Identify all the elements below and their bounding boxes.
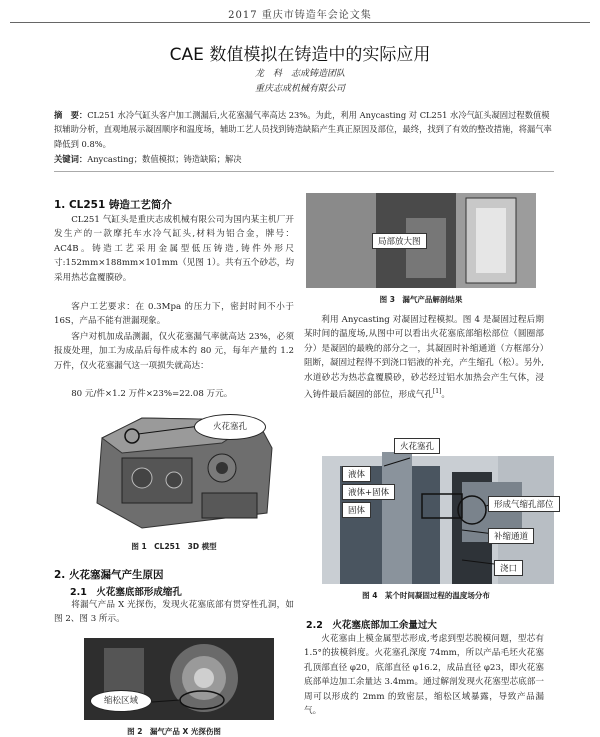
abstract <box>54 108 554 151</box>
figure4-label-gate: 浇口 <box>494 560 523 576</box>
section2-1-heading: 2.1 火花塞底部形成缩孔 <box>70 587 182 598</box>
figure4-label-pore-location: 形成气缩孔部位 <box>488 496 560 512</box>
right-paragraph-1-text: 利用 Anycasting 对凝固过程模拟。图 4 是凝固过程后期某时间的温度场,从图中可以看出火花塞底部缩松部位（圆圈部分）是凝固的最晚的部分之一，其凝固时补缩通道（方框部分）阻断，凝固过程得不到浇口铝液的补充，产生缩孔（松）。另外, 水道砂芯为热芯盒覆膜砂，砂芯经过铝水加热会产生气体，浸入铸件最后凝固的部位，形成气孔 <box>304 315 544 400</box>
figure4-caption: 图 4 某个时间凝固过程的温度场分布 <box>362 591 490 600</box>
citation-ref: [1] <box>432 388 442 396</box>
figure4-label-feeding-channel: 补缩通道 <box>488 528 534 544</box>
running-header: 2017 重庆市铸造年会论文集 <box>228 10 372 21</box>
figure1-image <box>82 408 282 534</box>
figure2-label: 缩松区域 <box>90 690 152 712</box>
figure3-caption: 图 3 漏气产品解剖结果 <box>379 295 463 304</box>
section2-heading: 2. 火花塞漏气产生原因 <box>54 569 164 581</box>
article-authors: 龙 科 志成铸造团队 <box>254 69 345 79</box>
section2-2-paragraph: 火花塞由上模金属型芯形成,考虑到型芯脱模问题，型芯有 1.5°的拔模斜度。火花塞孔深度 74mm，所以产品毛坯火花塞孔顶部直径 φ20，底部直径 φ16.2，成品直径 φ23，即火花塞底部单边加工余量达 3.4mm。通过解剖发现火花塞型芯底部一周可以形成约 2mm 的致密层，缩松区域暴露，导致产品漏气。 <box>304 634 544 717</box>
section1-paragraph-2: 客户工艺要求：在 0.3Mpa 的压力下，密封时间不小于 16S，产品不能有泄漏现象。 <box>54 302 294 327</box>
article-organization: 重庆志成机械有限公司 <box>254 84 345 94</box>
section1-formula: 80 元/件×1.2 万件×23%=22.08 万元。 <box>71 389 233 399</box>
figure4-legend-solid: 固体 <box>342 502 371 518</box>
figure1-caption: 图 1 CL251 3D 模型 <box>131 542 217 551</box>
figure2-caption: 图 2 漏气产品 X 光探伤图 <box>127 727 221 736</box>
section2-2-heading: 2.2 火花塞底部加工余量过大 <box>306 620 437 631</box>
section1-paragraph-3: 客户对机加成品测漏，仅火花塞漏气率就高达 23%，必须报废处理，加工为成品后每件成本约 80 元，每年产量约 1.2 万件，仅火花塞漏气这一项损失就高达： <box>54 332 294 371</box>
section1-heading: 1. CL251 铸造工艺简介 <box>54 199 172 211</box>
article-title: CAE 数值模拟在铸造中的实际应用 <box>169 45 431 65</box>
keywords-text: Anycasting；数值模拟；铸造缺陷；解决 <box>87 154 242 164</box>
right-paragraph-1 <box>304 313 544 402</box>
figure4-legend-liquid-solid: 液体+固体 <box>342 484 395 500</box>
keywords-label: 关键词： <box>54 154 88 164</box>
figure4-temperature-field <box>322 432 554 584</box>
section2-paragraph-1: 将漏气产品 X 光探伤，发现火花塞底部有贯穿性孔洞，如图 2、图 3 所示。 <box>54 600 294 625</box>
right-paragraph-1-end: 。 <box>441 389 451 400</box>
keywords <box>54 153 554 165</box>
figure2-xray-image <box>84 638 274 720</box>
figure4-legend-liquid: 液体 <box>342 466 371 482</box>
figure4-label-spark-plug-hole: 火花塞孔 <box>394 438 440 454</box>
header-divider <box>10 22 590 23</box>
figure3-label: 局部放大图 <box>372 233 427 249</box>
abstract-divider <box>54 171 554 172</box>
abstract-text: CL251 水冷气缸头客户加工测漏后,火花塞漏气率高达 23%。为此，利用 Anycasting 对 CL251 水冷气缸头凝固过程数值模拟辅助分析，直观地展示凝固顺序和温度场，辅助工艺人员找到铸造缺陷产生真正原因及部位，最终，找到了有效的整改措施，将漏气率降低到 0.8%。 <box>54 110 552 149</box>
section1-paragraph-1: CL251 气缸头是重庆志成机械有限公司为国内某主机厂开发生产的一款摩托车水冷气缸头,材料为铝合金，牌号：AC4B。铸造工艺采用金属型低压铸造,铸件外形尺寸:152mm×188mm×101mm（见图 1）。共有五个砂芯，均采用热芯盒覆膜砂。 <box>54 215 294 283</box>
figure1-label: 火花塞孔 <box>194 414 266 440</box>
figure3-cross-section-image <box>306 193 536 288</box>
abstract-label: 摘 要： <box>54 110 88 120</box>
